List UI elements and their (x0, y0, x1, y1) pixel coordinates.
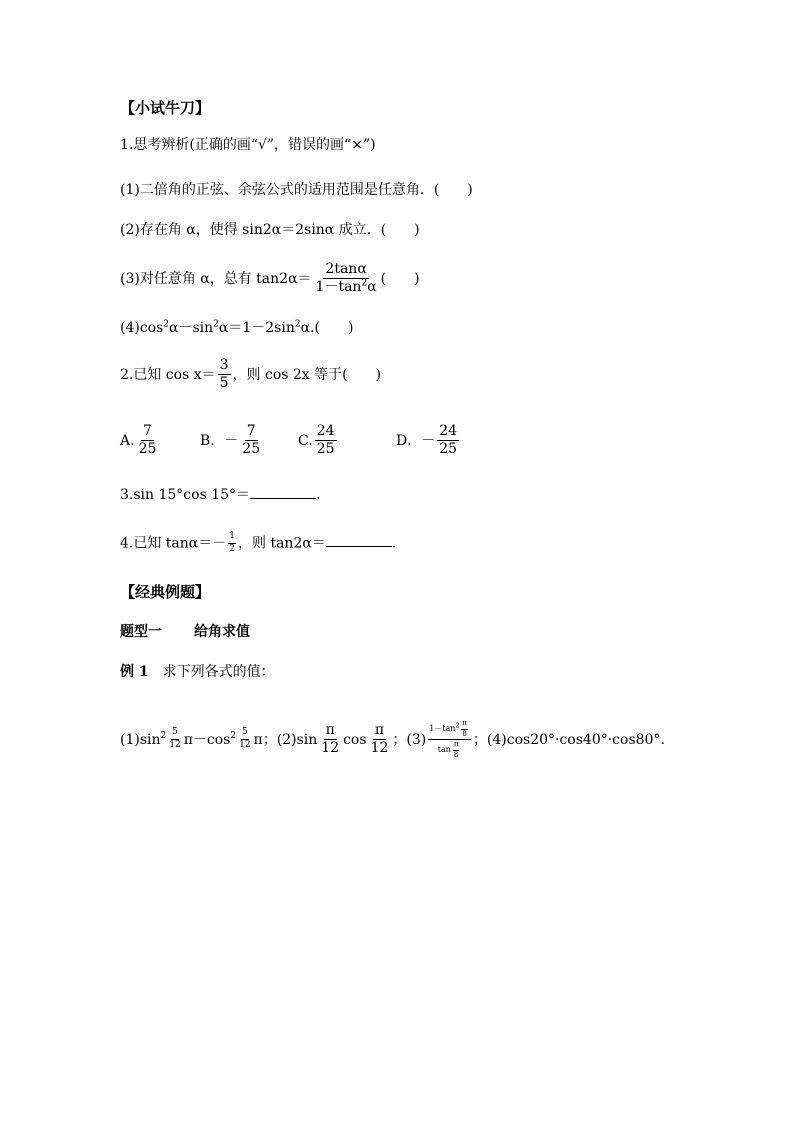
fraction: $\frac{1}{2}$ (229, 531, 235, 554)
example-1-parts: $(1)\sin^2$ $\frac{5}{12}$ $\pi-\cos^2$ $\frac{5}{12}$ π；(2)sin $\frac{\pi}{12}$ cos $\frac{\pi}{12}$ ；(3) $1-\tan^2$ $\frac{\pi}{8}$ tan $\frac{\pi}{8}$ ；(4)cos20°·cos40°·cos80°. (120, 719, 665, 760)
question-3: 3.sin 15°cos 15°＝ . (120, 484, 320, 505)
problem-type-heading: 题型一 给角求值 (120, 624, 250, 640)
answer-blank (326, 532, 392, 547)
question-4: 4.已知 tanα＝－ $\frac{1}{2}$ ，则 tan2α＝ . (120, 531, 397, 554)
question-1-item-3: (3)对任意角 α，总有 tan2α＝ $\frac{2\tan\alpha}{1-\tan^2\alpha}$ ( ) (120, 261, 420, 296)
question-1-stem: 1.思考辨析(正确的画“√”，错误的画“×”) (120, 137, 376, 153)
option-a: A. $\frac{7}{25}$ (120, 423, 157, 458)
fraction: $\frac{3}{5}$ (219, 357, 229, 392)
answer-blank (250, 484, 316, 499)
section-title-practice: 【小试牛刀】 (120, 99, 211, 117)
question-1-item-2: (2)存在角 α，使得 sin2α＝2sinα 成立．( ) (120, 222, 420, 238)
question-1-item-1: (1)二倍角的正弦、余弦公式的适用范围是任意角．( ) (120, 182, 473, 198)
fraction: $\frac{2\tan\alpha}{1-\tan^2\alpha}$ (315, 261, 377, 296)
option-b: B．－ $\frac{7}{25}$ (200, 423, 261, 458)
option-d: D．－ $\frac{24}{25}$ (396, 423, 458, 458)
example-1-heading: 例 1 求下列各式的值： (120, 664, 275, 680)
option-c: C. $\frac{24}{25}$ (298, 423, 335, 458)
section-title-examples: 【经典例题】 (120, 583, 211, 601)
question-1-item-4: $(4)\cos^2\alpha-\sin^2\alpha=1-2\sin^2\alpha$.( ) (120, 319, 354, 336)
question-2-stem: 2.已知 cos x＝ $\frac{3}{5}$ ，则 cos 2x 等于( ) (120, 357, 382, 392)
